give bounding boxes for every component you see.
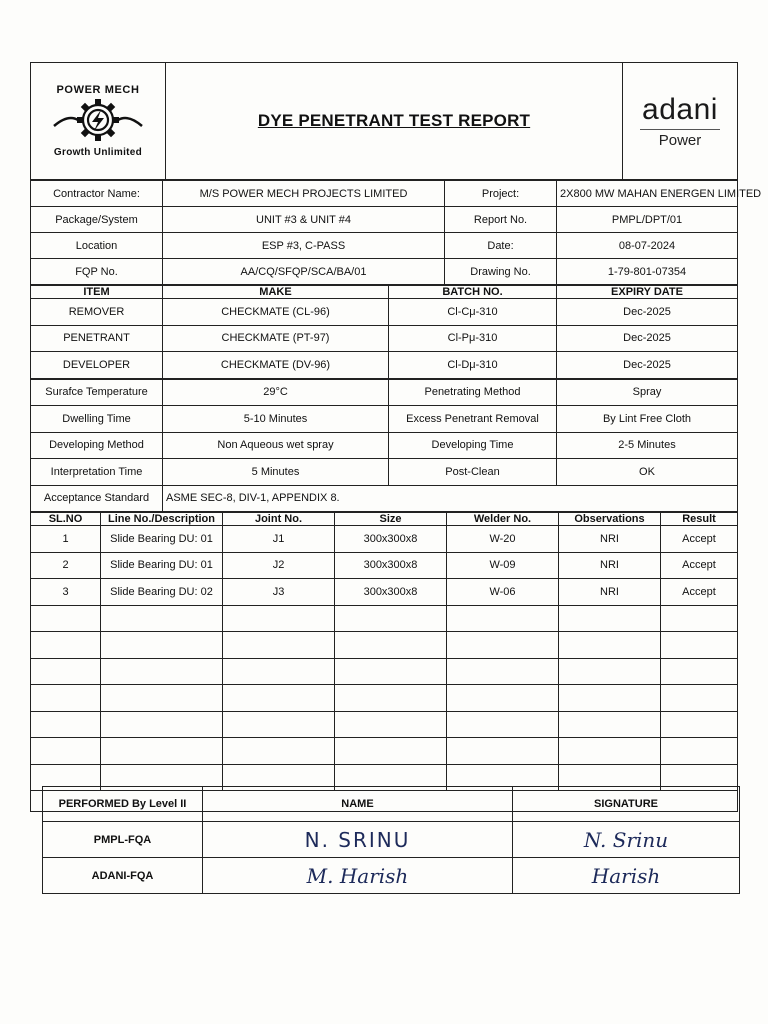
location-label: Location	[31, 233, 163, 259]
signoff-role: PMPL-FQA	[43, 822, 203, 858]
materials-row	[31, 325, 738, 352]
gear-bolt-icon	[48, 96, 148, 144]
surface-temp-label: Surafce Temperature	[31, 379, 163, 406]
report-header	[30, 62, 738, 180]
acceptance-label: Acceptance Standard	[31, 485, 163, 512]
fqp-label: FQP No.	[31, 259, 163, 285]
contractor-label: Contractor Name:	[31, 181, 163, 207]
joints-header-desc: Line No./Description	[101, 513, 223, 526]
report-sheet	[30, 62, 762, 812]
material-batch: Cl-Pμ-310	[389, 325, 557, 352]
joint-welder: W-09	[447, 552, 559, 579]
signoff-header-role: PERFORMED By Level II	[43, 787, 203, 822]
materials-table	[30, 285, 738, 379]
material-batch: Cl-Cμ-310	[389, 299, 557, 326]
adani-name: adani	[642, 93, 718, 126]
surface-temp-value: 29°C	[163, 379, 389, 406]
material-item: PENETRANT	[31, 325, 163, 352]
joint-desc: Slide Bearing DU: 01	[101, 552, 223, 579]
joint-obs: NRI	[559, 552, 661, 579]
empty-row	[31, 711, 738, 738]
signature-mark: N. Srinu	[583, 827, 669, 852]
joint-size: 300x300x8	[335, 579, 447, 606]
empty-row	[31, 658, 738, 685]
joint-desc: Slide Bearing DU: 02	[101, 579, 223, 606]
joint-result: Accept	[661, 526, 738, 553]
table-row	[31, 526, 738, 553]
joint-slno: 3	[31, 579, 101, 606]
dwell-label: Dwelling Time	[31, 406, 163, 433]
signoff-name-cell	[203, 858, 513, 894]
date-label: Date:	[445, 233, 557, 259]
table-row	[31, 579, 738, 606]
dev-time-value: 2-5 Minutes	[557, 432, 738, 459]
signoff-header-signature: SIGNATURE	[513, 787, 740, 822]
signoff-section	[42, 786, 740, 894]
joint-welder: W-20	[447, 526, 559, 553]
materials-row	[31, 299, 738, 326]
material-make: CHECKMATE (CL-96)	[163, 299, 389, 326]
dev-time-label: Developing Time	[389, 432, 557, 459]
drawing-value: 1-79-801-07354	[557, 259, 738, 285]
materials-row	[31, 352, 738, 379]
empty-row	[31, 632, 738, 659]
adani-sub: Power	[658, 132, 702, 149]
report-no-label: Report No.	[445, 207, 557, 233]
materials-header-item: ITEM	[31, 286, 163, 299]
joints-header-slno: SL.NO	[31, 513, 101, 526]
table-row	[31, 552, 738, 579]
joint-size: 300x300x8	[335, 526, 447, 553]
power-mech-logo	[31, 63, 166, 180]
empty-row	[31, 685, 738, 712]
drawing-label: Drawing No.	[445, 259, 557, 285]
material-make: CHECKMATE (PT-97)	[163, 325, 389, 352]
joint-size: 300x300x8	[335, 552, 447, 579]
materials-header-make: MAKE	[163, 286, 389, 299]
dev-method-value: Non Aqueous wet spray	[163, 432, 389, 459]
joints-table	[30, 512, 738, 791]
material-item: REMOVER	[31, 299, 163, 326]
material-batch: Cl-Dμ-310	[389, 352, 557, 379]
acceptance-value: ASME SEC-8, DIV-1, APPENDIX 8.	[163, 485, 738, 512]
postclean-value: OK	[557, 459, 738, 486]
interp-label: Interpretation Time	[31, 459, 163, 486]
joint-no: J3	[223, 579, 335, 606]
joints-header-welder: Welder No.	[447, 513, 559, 526]
adani-logo	[623, 63, 738, 180]
joint-result: Accept	[661, 552, 738, 579]
material-expiry: Dec-2025	[557, 325, 738, 352]
empty-row	[31, 738, 738, 765]
material-expiry: Dec-2025	[557, 352, 738, 379]
title-cell	[166, 63, 623, 180]
signoff-row	[43, 858, 740, 894]
signoff-name: N. SRINU	[304, 827, 411, 852]
material-item: DEVELOPER	[31, 352, 163, 379]
date-value: 08-07-2024	[557, 233, 738, 259]
package-value: UNIT #3 & UNIT #4	[163, 207, 445, 233]
fqp-value: AA/CQ/SFQP/SCA/BA/01	[163, 259, 445, 285]
joint-no: J1	[223, 526, 335, 553]
joints-header-result: Result	[661, 513, 738, 526]
report-no-value: PMPL/DPT/01	[557, 207, 738, 233]
materials-header-batch: BATCH NO.	[389, 286, 557, 299]
parameters-table	[30, 379, 738, 513]
report-title: DYE PENETRANT TEST REPORT	[257, 111, 531, 130]
joints-header-obs: Observations	[559, 513, 661, 526]
contractor-value: M/S POWER MECH PROJECTS LIMITED	[163, 181, 445, 207]
removal-label: Excess Penetrant Removal	[389, 406, 557, 433]
project-info-table	[30, 180, 762, 285]
signoff-name-cell	[203, 822, 513, 858]
joint-no: J2	[223, 552, 335, 579]
signoff-signature-cell	[513, 822, 740, 858]
joints-header-size: Size	[335, 513, 447, 526]
pen-method-label: Penetrating Method	[389, 379, 557, 406]
material-expiry: Dec-2025	[557, 299, 738, 326]
signoff-name: M. Harish	[306, 863, 409, 888]
project-label: Project:	[445, 181, 557, 207]
signoff-row	[43, 822, 740, 858]
power-mech-tagline: Growth Unlimited	[53, 147, 143, 158]
joint-obs: NRI	[559, 526, 661, 553]
project-value: 2X800 MW MAHAN ENERGEN LIMITED	[557, 181, 738, 207]
postclean-label: Post-Clean	[389, 459, 557, 486]
signoff-signature-cell	[513, 858, 740, 894]
adani-divider	[640, 129, 720, 130]
joint-slno: 2	[31, 552, 101, 579]
material-make: CHECKMATE (DV-96)	[163, 352, 389, 379]
joint-desc: Slide Bearing DU: 01	[101, 526, 223, 553]
dwell-value: 5-10 Minutes	[163, 406, 389, 433]
location-value: ESP #3, C-PASS	[163, 233, 445, 259]
dev-method-label: Developing Method	[31, 432, 163, 459]
signoff-role: ADANI-FQA	[43, 858, 203, 894]
interp-value: 5 Minutes	[163, 459, 389, 486]
power-mech-name: POWER MECH	[56, 84, 140, 96]
joint-obs: NRI	[559, 579, 661, 606]
materials-header-expiry: EXPIRY DATE	[557, 286, 738, 299]
joint-slno: 1	[31, 526, 101, 553]
signoff-table	[42, 786, 740, 894]
joints-header-joint: Joint No.	[223, 513, 335, 526]
joint-welder: W-06	[447, 579, 559, 606]
removal-value: By Lint Free Cloth	[557, 406, 738, 433]
signoff-header-name: NAME	[203, 787, 513, 822]
joint-result: Accept	[661, 579, 738, 606]
signature-mark: Harish	[591, 863, 661, 888]
package-label: Package/System	[31, 207, 163, 233]
pen-method-value: Spray	[557, 379, 738, 406]
empty-row	[31, 605, 738, 632]
